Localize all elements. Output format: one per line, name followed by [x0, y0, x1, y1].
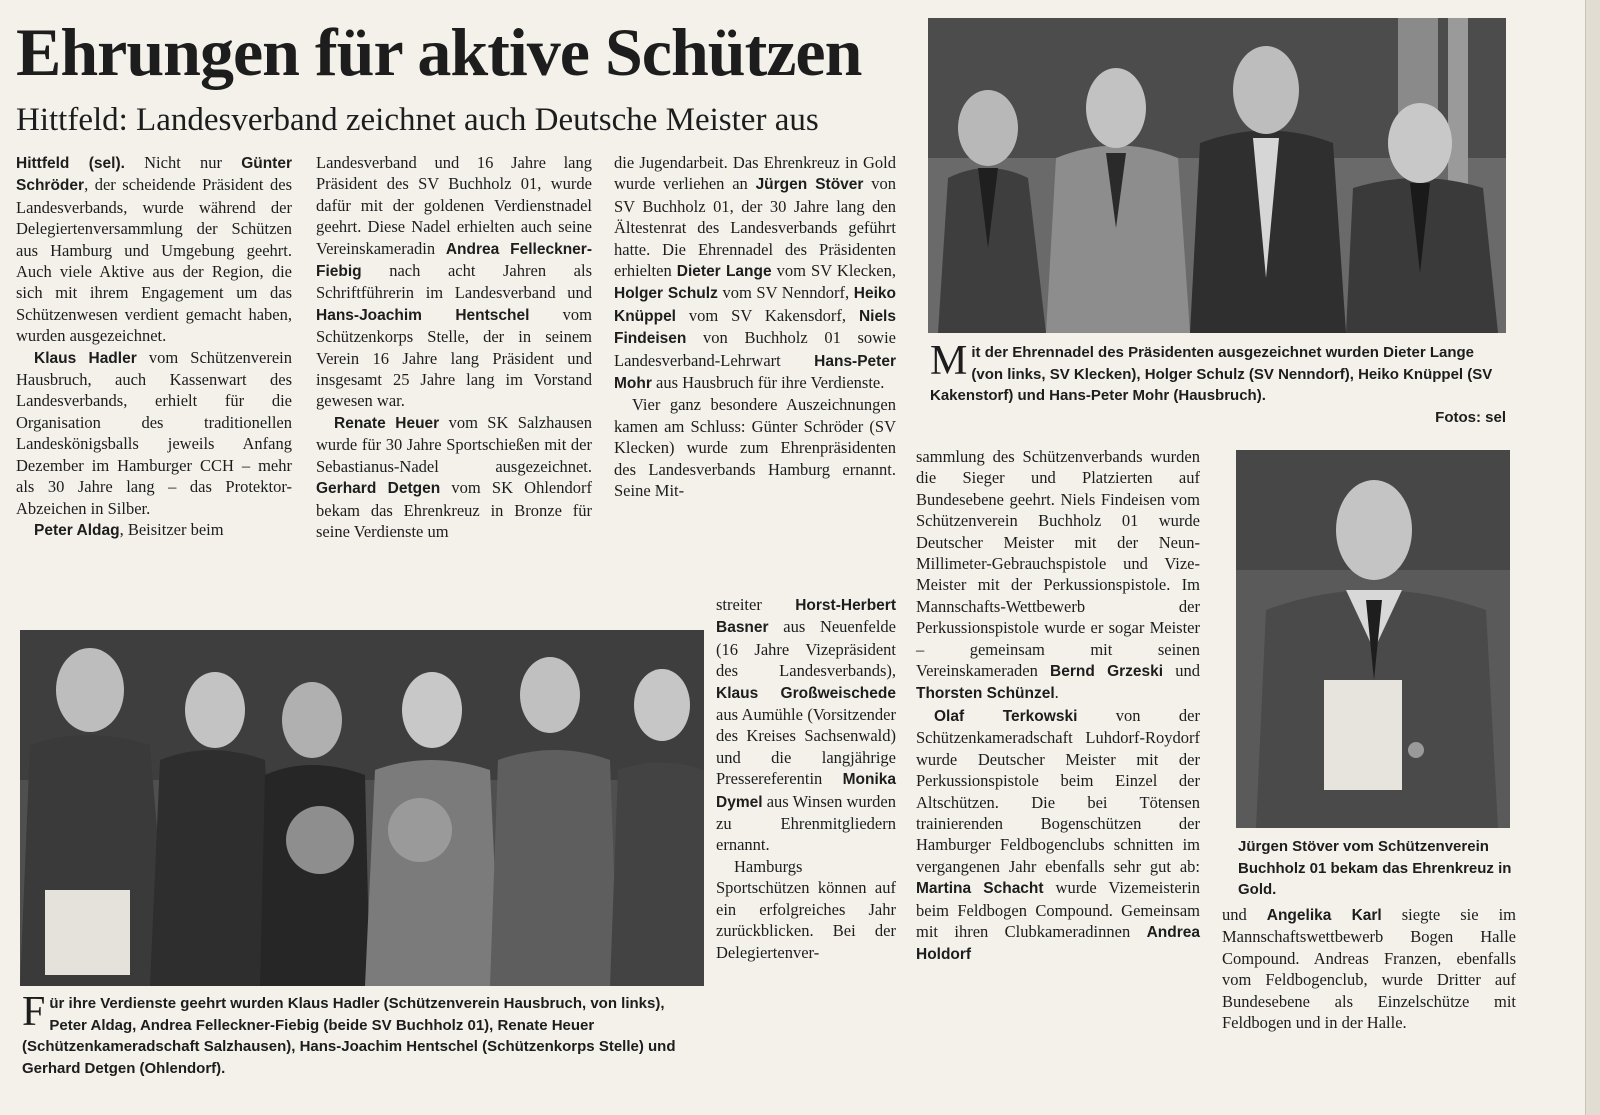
person-name: Bernd Grzeski	[1050, 663, 1164, 681]
caption-text: ür ihre Verdienste geehrt wurden Klaus Hadler (Schützenverein Hausbruch, von links), Peter Aldag, Andrea Felleckner-Fiebig (beide SV Buchholz 01), Renate Heuer (Schützenkameradschaft Salzhausen), Hans-Joachim Hentschel (Schützenkorps Stelle) und Gerhard Detgen (Ohlendorf).	[22, 995, 676, 1077]
article-column-1	[16, 152, 292, 541]
drop-cap: F	[22, 989, 46, 1035]
person-name: Günter Schröder	[16, 155, 292, 195]
text: die Jugendarbeit. Das Ehrenkreuz in Gold wurde verliehen an	[614, 153, 896, 194]
person-name: Thorsten Schünzel	[916, 685, 1055, 703]
subheadline: Hittfeld: Landesverband zeichnet auch Deutsche Meister aus	[16, 102, 819, 138]
photo-caption-bottom-left	[22, 989, 704, 1079]
article-column-2	[316, 152, 592, 542]
photo-illustration	[20, 630, 704, 986]
article-column-4	[916, 446, 1200, 966]
article-column-3	[614, 152, 896, 502]
paragraph	[16, 347, 292, 519]
paragraph	[316, 412, 592, 542]
photo-illustration	[928, 18, 1506, 333]
text: Landesverband und 16 Jahre lang Präsident des SV Buchholz 01, wurde dafür mit der goldenen Verdienstnadel geehrt. Diese Nadel erhielten auch seine Vereinskameradin	[316, 153, 592, 258]
text: aus Hausbruch für ihre Verdienste.	[651, 373, 885, 393]
text: und	[1222, 905, 1267, 924]
person-name: Dieter Lange	[676, 263, 772, 281]
paragraph	[614, 152, 896, 394]
portrait-photo-juergen-stoever	[1236, 450, 1510, 828]
text: von SV Buchholz 01, der 30 Jahre lang den Ältestenrat des Landesverbands geführt hatte. Die Ehrennadel des Präsidenten erhielten	[614, 174, 896, 281]
text: siegte sie im Mannschaftswettbewerb Bogen Halle Compound. Andreas Franzen, ebenfalls vom Feldbogenclub, wurde Dritter auf Bundesebene als Einzelschütze mit Feldbogen und in der Halle.	[1222, 905, 1516, 1033]
text: aus Winsen wurden zu Ehrenmitgliedern ernannt.	[716, 791, 896, 855]
person-name: Holger Schulz	[614, 285, 718, 303]
text: vom SK Salzhausen wurde für 30 Jahre Sportschießen mit der Sebastianus-Nadel ausgezeichnet.	[316, 412, 592, 476]
person-name: Hans-Peter Mohr	[614, 352, 896, 393]
text: nach acht Jahren als Schriftführerin im Landesverband und	[316, 261, 592, 303]
person-name: Heiko Knüppel	[614, 285, 896, 325]
text: vom SV Nenndorf,	[717, 283, 854, 303]
paragraph	[614, 394, 896, 501]
person-name: Monika Dymel	[716, 771, 896, 811]
article-column-3-continued	[716, 594, 896, 963]
page-edge	[1585, 0, 1600, 1115]
text: , der scheidende Präsident des Landesverbands, wurde während der Delegiertenversammlung der Schützen aus Hamburg und Umgebung geehrt. Auch viele Aktive aus der Region, die sich mit ihrem Engagement um das Schützenwesen verdient gemacht haben, wurden ausgezeichnet.	[16, 175, 292, 346]
group-photo-four-men	[928, 18, 1506, 333]
text: und	[1163, 661, 1200, 681]
person-name: Peter Aldag	[34, 521, 120, 539]
text: vom SV Kakensdorf,	[676, 305, 859, 325]
text: sammlung des Schützenverbands wurden die Sieger und Platzierten auf Bundesebene geehrt. Niels Findeisen vom Schützenverein Buchholz 01 wurde Deutscher Meister mit der Neun-Millimeter-Gebrauchspistole und Vize-Meister mit der Perkussionspistole. Im Mannschafts-Wettbewerb der Perkussionspistole wurde er sogar Meister – gemeinsam mit seinen Vereinskameraden	[916, 447, 1200, 681]
person-name: Martina Schacht	[916, 880, 1044, 898]
text: aus Aumühle (Vorsitzender des Kreises Sachsenwald) und die langjährige Pressereferentin	[716, 705, 896, 789]
paragraph	[916, 446, 1200, 705]
person-name: Klaus Großweischede	[716, 684, 896, 702]
paragraph	[16, 519, 292, 541]
paragraph	[16, 152, 292, 347]
photo-credit: Fotos: sel	[1435, 408, 1506, 426]
text: .	[1054, 683, 1059, 703]
text: aus Neuenfelde (16 Jahre Vizepräsident des Landesverbands),	[716, 617, 896, 681]
headline: Ehrungen für aktive Schützen	[16, 14, 862, 90]
text: von Buchholz 01 sowie Landesverband-Lehrwart	[614, 328, 896, 370]
paragraph	[716, 594, 896, 856]
person-name: Andrea Felleckner-Fiebig	[316, 240, 592, 281]
person-name: Olaf Terkowski	[934, 707, 1078, 725]
person-name: Klaus Hadler	[34, 349, 137, 367]
text: vom Schützenkorps Stelle, der in seinem Verein 16 Jahre lang Präsident und insgesamt 25 Jahre lang im Vorstand gewesen war.	[316, 304, 592, 411]
drop-cap: M	[930, 338, 968, 384]
text: Nicht nur	[124, 153, 242, 172]
person-name: Niels Findeisen	[614, 307, 896, 348]
article-column-5	[1222, 904, 1516, 1033]
person-name: Hans-Joachim Hentschel	[316, 306, 530, 324]
photo-illustration	[1236, 450, 1510, 828]
dateline: Hittfeld (sel).	[16, 155, 125, 172]
text: vom SV Klecken,	[771, 261, 897, 281]
photo-caption-top-right	[930, 338, 1506, 428]
paragraph	[916, 705, 1200, 966]
person-name: Andrea Holdorf	[916, 923, 1200, 964]
text: von der Schützenkameradschaft Luhdorf-Roydorf wurde Deutscher Meister mit der Perkussionspistole beim Einzel der Altschützen. Die bei Tötensen trainierenden Bogenschützen der Hamburger Feldbogenclubs schnitten im vergangenen Jahr ebenfalls sehr gut ab:	[916, 705, 1200, 876]
person-name: Renate Heuer	[334, 414, 440, 432]
paragraph	[716, 856, 896, 963]
person-name: Gerhard Detgen	[316, 480, 441, 498]
person-name: Angelika Karl	[1266, 907, 1382, 924]
text: Vier ganz besondere Auszeichnungen kamen am Schluss: Günter Schröder (SV Klecken) wurde zum Ehrenpräsidenten des Landesverbands Hamburg ernannt. Seine Mit-	[614, 395, 896, 501]
text: wurde Vizemeisterin beim Feldbogen Compound. Gemeinsam mit ihren Clubkameradinnen	[916, 878, 1200, 941]
caption-text: Jürgen Stöver vom Schützenverein Buchholz 01 bekam das Ehrenkreuz in Gold.	[1238, 838, 1512, 898]
person-name: Jürgen Stöver	[755, 176, 864, 194]
text: Hamburgs Sportschützen können auf ein erfolgreiches Jahr zurückblicken. Bei der Delegiertenver-	[716, 856, 896, 962]
text: vom Schützenverein Hausbruch, auch Kassenwart des Landesverbands, erhielt für die Organisation des traditionellen Landeskönigsballs jeweils Anfang Dezember im Hamburger CCH – mehr als 30 Jahre lang – das Protektor-Abzeichen in Silber.	[16, 347, 292, 518]
group-photo-six-honorees	[20, 630, 704, 986]
paragraph	[316, 152, 592, 412]
paragraph	[1222, 904, 1516, 1033]
photo-caption-portrait	[1238, 836, 1516, 901]
text: , Beisitzer beim	[119, 519, 224, 539]
caption-text: it der Ehrennadel des Präsidenten ausgezeichnet wurden Dieter Lange (von links, SV Klecken), Holger Schulz (SV Nenndorf), Heiko Knüppel (SV Kakenstorf) und Hans-Peter Mohr (Hausbruch).	[930, 344, 1493, 404]
text: vom SK Ohlendorf bekam das Ehrenkreuz in Bronze für seine Verdienste um	[316, 478, 592, 541]
person-name: Horst-Herbert Basner	[716, 597, 896, 637]
text: streiter	[716, 595, 796, 614]
